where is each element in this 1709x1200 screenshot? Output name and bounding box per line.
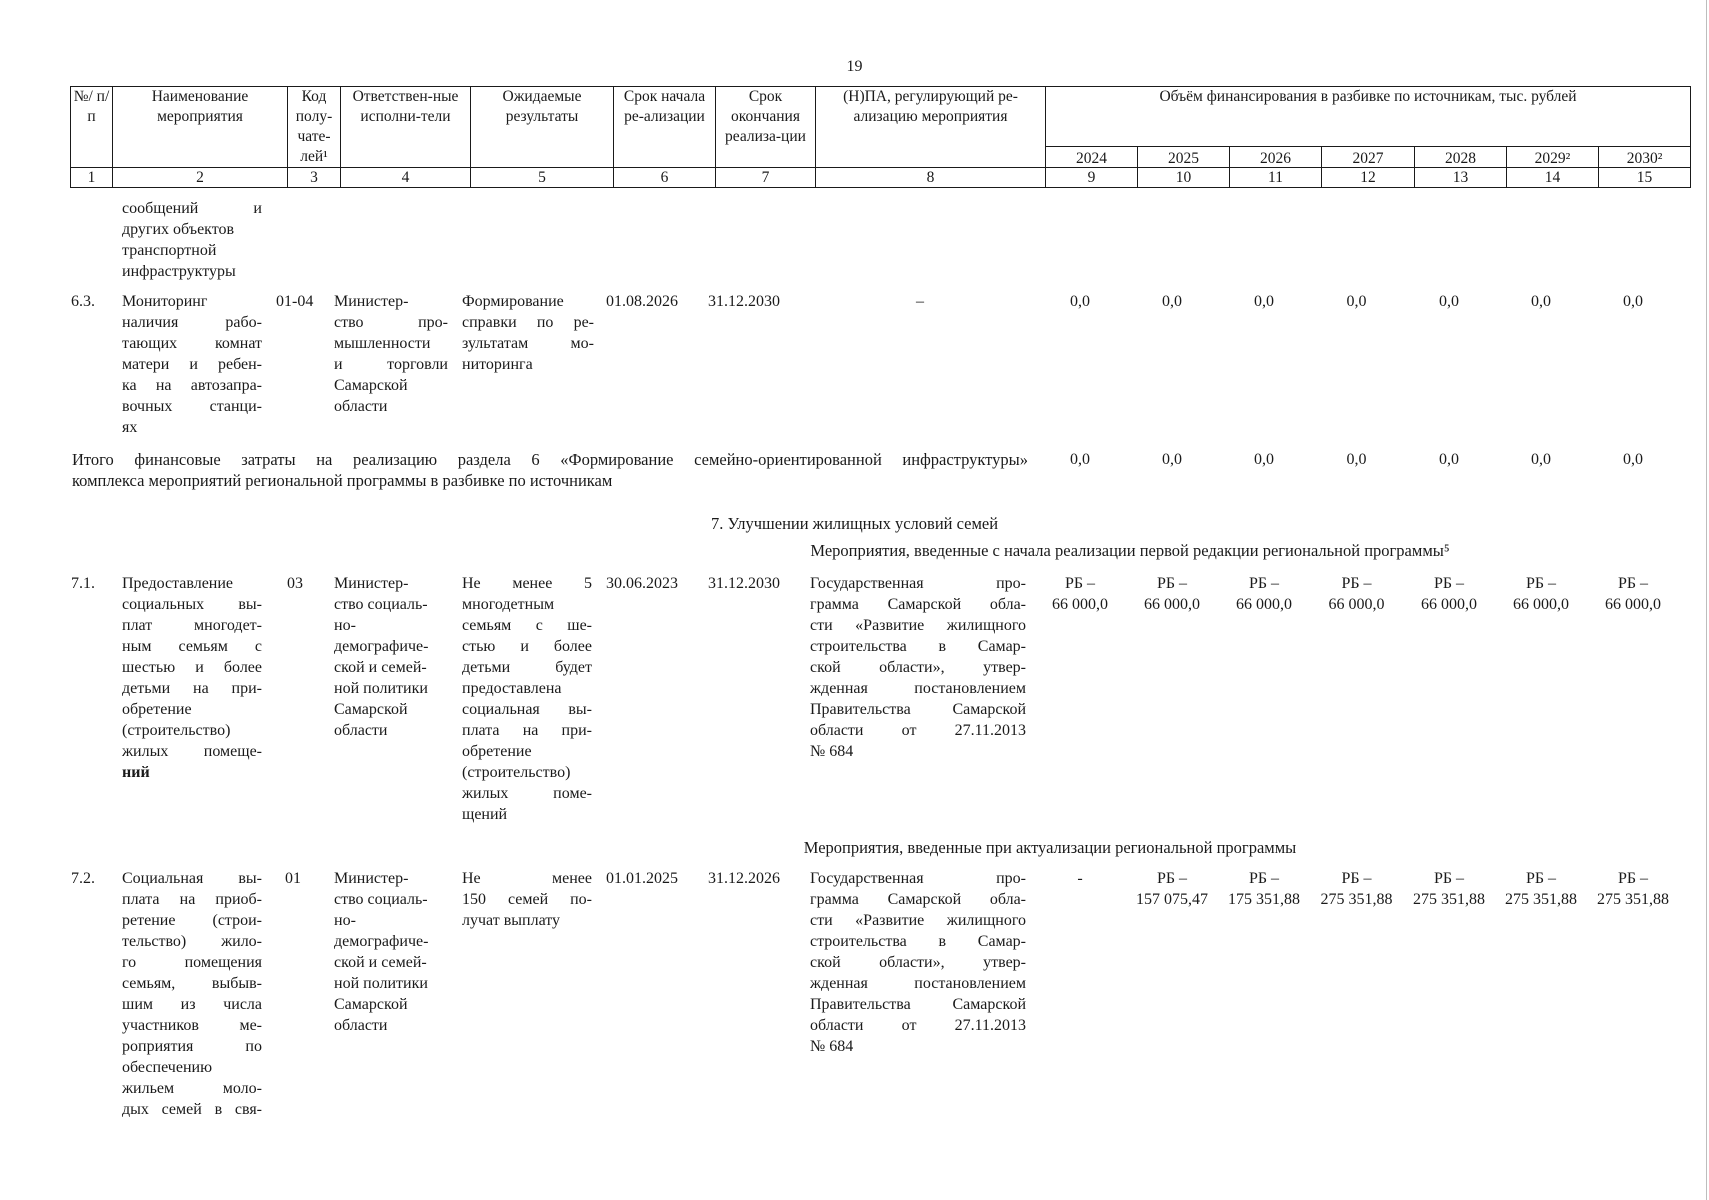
value-source: РБ – — [1433, 870, 1465, 887]
column-number: 1 — [71, 168, 113, 188]
text-line: стью и более — [462, 638, 592, 655]
text-line: ниторинга — [462, 356, 533, 373]
page-number: 19 — [846, 58, 863, 75]
value-source: РБ – — [1617, 575, 1649, 592]
text-line: ной политики — [334, 680, 428, 697]
row-name — [122, 868, 262, 1120]
header-year: 2028 — [1415, 146, 1507, 167]
text-line: ство социаль- — [334, 891, 428, 908]
value-2025 — [1126, 868, 1218, 910]
text-line: Не менее — [462, 870, 592, 887]
column-number: 2 — [113, 168, 288, 188]
value-amount: 66 000,0 — [1236, 596, 1292, 613]
text-line: ка на автозапра- — [122, 377, 262, 394]
row-number: 7.1. — [71, 575, 95, 592]
value-2024: - — [1077, 870, 1083, 887]
row-end-date: 31.12.2026 — [708, 870, 780, 887]
value-2026 — [1218, 868, 1310, 910]
value-source: РБ – — [1156, 870, 1188, 887]
column-number: 12 — [1322, 168, 1415, 188]
text-line: зультатам мо- — [462, 335, 594, 352]
text-line: ным семьям с — [122, 638, 262, 655]
text-line: детьми на при- — [122, 680, 262, 697]
column-number: 6 — [614, 168, 716, 188]
header-year: 2024 — [1046, 146, 1138, 167]
text-line: грамма Самарской обла- — [810, 891, 1026, 908]
value-amount: 66 000,0 — [1513, 596, 1569, 613]
text-line: и торговли — [334, 356, 448, 373]
text-line: Формирование — [462, 293, 564, 310]
total-value-2027: 0,0 — [1346, 451, 1367, 468]
header-year: 2030² — [1599, 146, 1691, 167]
column-number: 14 — [1507, 168, 1599, 188]
column-number: 4 — [341, 168, 471, 188]
total-text-line: Итого финансовые затраты на реализацию раздела 6 «Формирование семейно-ориентированной инфраструктуры» — [72, 450, 1028, 469]
header-col-number: №/ п/п — [71, 87, 113, 168]
value-2027 — [1310, 868, 1403, 910]
table-header — [70, 86, 1691, 188]
text-line: социальных вы- — [122, 596, 262, 613]
row-npa — [810, 868, 1026, 1057]
text-line: Правительства Самарской — [810, 996, 1026, 1013]
text-line: плата на при- — [462, 722, 592, 739]
row-code: 01 — [285, 870, 301, 887]
text-line: инфраструктуры — [122, 263, 236, 280]
text-line: обретение — [462, 743, 532, 760]
text-line: предоставлена — [462, 680, 562, 697]
header-col-name: Наименование мероприятия — [113, 87, 288, 168]
section-subtitle: Мероприятия, введенные с начала реализации первой редакции региональной программы⁵ — [810, 541, 1450, 560]
value-source: РБ – — [1341, 870, 1372, 887]
row-executors — [334, 291, 448, 417]
text-line: ской и семей- — [334, 954, 427, 971]
value-2029 — [1495, 573, 1587, 615]
total-value-2030: 0,0 — [1623, 451, 1643, 468]
text-line: матери и ребен- — [122, 356, 262, 373]
value-amount: 66 000,0 — [1421, 596, 1477, 613]
value-2025: 0,0 — [1162, 293, 1182, 310]
text-line: тающих комнат — [122, 335, 262, 352]
section-subtitle: Мероприятия, введенные при актуализации региональной программы — [803, 838, 1297, 857]
text-line: вочных станци- — [122, 398, 262, 415]
value-source: РБ – — [1617, 870, 1649, 887]
value-2030 — [1587, 573, 1679, 615]
row-code: 01-04 — [276, 293, 314, 310]
header-financing: Объём финансирования в разбивке по источникам, тыс. рублей — [1046, 87, 1691, 147]
value-2030: 0,0 — [1623, 293, 1643, 310]
text-line: области — [334, 1017, 388, 1034]
row-results — [462, 868, 592, 931]
row-npa: – — [916, 293, 924, 310]
value-2027 — [1310, 573, 1403, 615]
text-line: Самарской — [334, 996, 408, 1013]
text-line: транспортной — [122, 242, 217, 259]
header-col-results: Ожидаемые результаты — [471, 87, 614, 168]
text-line: справки по ре- — [462, 314, 594, 331]
text-line: ний — [122, 764, 150, 781]
header-col-executors: Ответствен-ные исполни-тели — [341, 87, 471, 168]
text-line: ях — [122, 419, 138, 436]
total-value-2028: 0,0 — [1439, 451, 1459, 468]
text-line: социальная вы- — [462, 701, 592, 718]
scan-edge-line — [1706, 0, 1707, 1200]
row-number: 7.2. — [71, 870, 95, 887]
text-line: наличия рабо- — [122, 314, 262, 331]
value-source: РБ – — [1433, 575, 1465, 592]
row-end-date: 31.12.2030 — [708, 575, 780, 592]
text-line: ской и семей- — [334, 659, 427, 676]
text-line: но- — [334, 912, 356, 929]
total-value-2025: 0,0 — [1162, 451, 1182, 468]
text-line: шестью и более — [122, 659, 262, 676]
text-line: Государственная про- — [810, 870, 1026, 887]
header-col-start: Срок начала ре-ализации — [614, 87, 716, 168]
value-amount: 157 075,47 — [1136, 891, 1208, 908]
text-line: строительства в Самар- — [810, 933, 1026, 950]
text-line: сти «Развитие жилищного — [810, 912, 1026, 929]
value-source: РБ – — [1525, 870, 1557, 887]
text-line: (строительство) — [122, 722, 231, 739]
text-line: плата на приоб- — [122, 891, 262, 908]
text-line: жильем моло- — [122, 1080, 262, 1097]
value-2027: 0,0 — [1346, 293, 1367, 310]
value-amount: 275 351,88 — [1413, 891, 1485, 908]
header-col-code: Код полу-чате-лей¹ — [288, 87, 341, 168]
text-line: сообщений и — [122, 200, 262, 217]
text-line: жденная постановлением — [810, 975, 1026, 992]
text-line: Предоставление — [122, 575, 234, 592]
row-npa — [810, 573, 1026, 762]
total-section-6 — [72, 449, 1028, 491]
value-source: РБ – — [1156, 575, 1188, 592]
text-line: жилых помеще- — [122, 743, 262, 760]
text-line: семьям с ше- — [462, 617, 592, 634]
text-line: строительства в Самар- — [810, 638, 1026, 655]
row-number: 6.3. — [71, 293, 95, 310]
value-2024: 0,0 — [1070, 293, 1090, 310]
value-amount: 275 351,88 — [1597, 891, 1669, 908]
text-line: обеспечению — [122, 1059, 213, 1076]
column-number: 9 — [1046, 168, 1138, 188]
value-amount: 175 351,88 — [1228, 891, 1300, 908]
text-line: многодетным — [462, 596, 555, 613]
text-line: жденная постановлением — [810, 680, 1026, 697]
text-line: шим из числа — [122, 996, 262, 1013]
value-2029 — [1495, 868, 1587, 910]
row-results — [462, 291, 594, 375]
text-line: Министер- — [334, 293, 409, 310]
row-executors — [334, 573, 448, 741]
text-line: ство социаль- — [334, 596, 428, 613]
text-line: № 684 — [810, 1038, 854, 1055]
text-line: грамма Самарской обла- — [810, 596, 1026, 613]
text-line: мышленности — [334, 335, 431, 352]
column-number: 11 — [1230, 168, 1322, 188]
value-amount: 66 000,0 — [1144, 596, 1200, 613]
value-amount: 275 351,88 — [1320, 891, 1393, 908]
text-line: жилых поме- — [462, 785, 592, 802]
text-line: щений — [462, 806, 508, 823]
text-line: плат многодет- — [122, 617, 262, 634]
value-2025 — [1126, 573, 1218, 615]
text-line: детьми будет — [462, 659, 592, 676]
value-2028 — [1403, 573, 1495, 615]
text-line: Самарской — [334, 701, 408, 718]
section-title: 7. Улучшении жилищных условий семей — [710, 514, 999, 533]
text-line: ретение (строи- — [122, 912, 262, 929]
value-2026: 0,0 — [1254, 293, 1274, 310]
text-line: ской области», утвер- — [810, 659, 1026, 676]
text-line: ской области», утвер- — [810, 954, 1026, 971]
text-line: Социальная вы- — [122, 870, 262, 887]
row-results — [462, 573, 592, 825]
row-start-date: 30.06.2023 — [606, 575, 678, 592]
header-col-end: Срок окончания реализа-ции — [716, 87, 816, 168]
value-2024 — [1034, 573, 1126, 615]
text-line: дых семей в свя- — [122, 1101, 262, 1118]
text-line: Государственная про- — [810, 575, 1026, 592]
text-line: обретение — [122, 701, 192, 718]
row-name — [122, 573, 262, 783]
row-code: 03 — [287, 575, 303, 592]
column-number: 13 — [1415, 168, 1507, 188]
row-end-date: 31.12.2030 — [708, 293, 780, 310]
text-line: области — [334, 398, 388, 415]
value-amount: 275 351,88 — [1505, 891, 1577, 908]
header-year: 2027 — [1322, 146, 1415, 167]
header-year: 2029² — [1507, 146, 1599, 167]
header-col-npa: (Н)ПА, регулирующий ре-ализацию мероприятия — [816, 87, 1046, 168]
text-line: демографиче- — [334, 638, 429, 655]
text-line: Мониторинг — [122, 293, 208, 310]
column-number: 5 — [471, 168, 614, 188]
value-2028: 0,0 — [1439, 293, 1459, 310]
text-line: лучат выплату — [462, 912, 561, 929]
text-line: № 684 — [810, 743, 854, 760]
text-line: участников ме- — [122, 1017, 262, 1034]
text-line: ство про- — [334, 314, 448, 331]
text-line: го помещения — [122, 954, 262, 971]
value-2028 — [1403, 868, 1495, 910]
text-line: Министер- — [334, 870, 409, 887]
value-amount: 66 000,0 — [1328, 596, 1385, 613]
row-name — [122, 291, 262, 438]
text-line: других объектов — [122, 221, 235, 238]
column-number: 7 — [716, 168, 816, 188]
header-year: 2026 — [1230, 146, 1322, 167]
text-line: ной политики — [334, 975, 428, 992]
text-line: но- — [334, 617, 356, 634]
text-line: семьям, выбыв- — [122, 975, 262, 992]
total-text-line: комплекса мероприятий региональной программы в разбивке по источникам — [72, 471, 613, 490]
value-2030 — [1587, 868, 1679, 910]
text-line: тельство) жило- — [122, 933, 262, 950]
total-value-2029: 0,0 — [1531, 451, 1551, 468]
text-line: Правительства Самарской — [810, 701, 1026, 718]
text-line: области от 27.11.2013 — [810, 722, 1026, 739]
column-number: 10 — [1138, 168, 1230, 188]
value-source: РБ – — [1064, 575, 1096, 592]
column-number: 8 — [816, 168, 1046, 188]
text-line: Министер- — [334, 575, 409, 592]
value-source: РБ – — [1248, 575, 1280, 592]
text-line: роприятия по — [122, 1038, 262, 1055]
value-2026 — [1218, 573, 1310, 615]
row-start-date: 01.01.2025 — [606, 870, 678, 887]
text-line: Не менее 5 — [462, 575, 592, 592]
text-line: (строительство) — [462, 764, 571, 781]
text-line: Самарской — [334, 377, 408, 394]
column-number: 15 — [1599, 168, 1691, 188]
total-value-2026: 0,0 — [1254, 451, 1274, 468]
text-line: области от 27.11.2013 — [810, 1017, 1026, 1034]
text-line: демографиче- — [334, 933, 429, 950]
value-source: РБ – — [1248, 870, 1280, 887]
value-amount: 66 000,0 — [1052, 596, 1108, 613]
value-2029: 0,0 — [1531, 293, 1551, 310]
row-executors — [334, 868, 448, 1036]
value-source: РБ – — [1525, 575, 1557, 592]
total-value-2024: 0,0 — [1070, 451, 1090, 468]
continuation-name — [122, 198, 262, 282]
text-line: 150 семей по- — [462, 891, 592, 908]
column-number: 3 — [288, 168, 341, 188]
text-line: сти «Развитие жилищного — [810, 617, 1026, 634]
value-amount: 66 000,0 — [1605, 596, 1661, 613]
header-year: 2025 — [1138, 146, 1230, 167]
value-source: РБ – — [1341, 575, 1372, 592]
text-line: области — [334, 722, 388, 739]
row-start-date: 01.08.2026 — [606, 293, 678, 310]
